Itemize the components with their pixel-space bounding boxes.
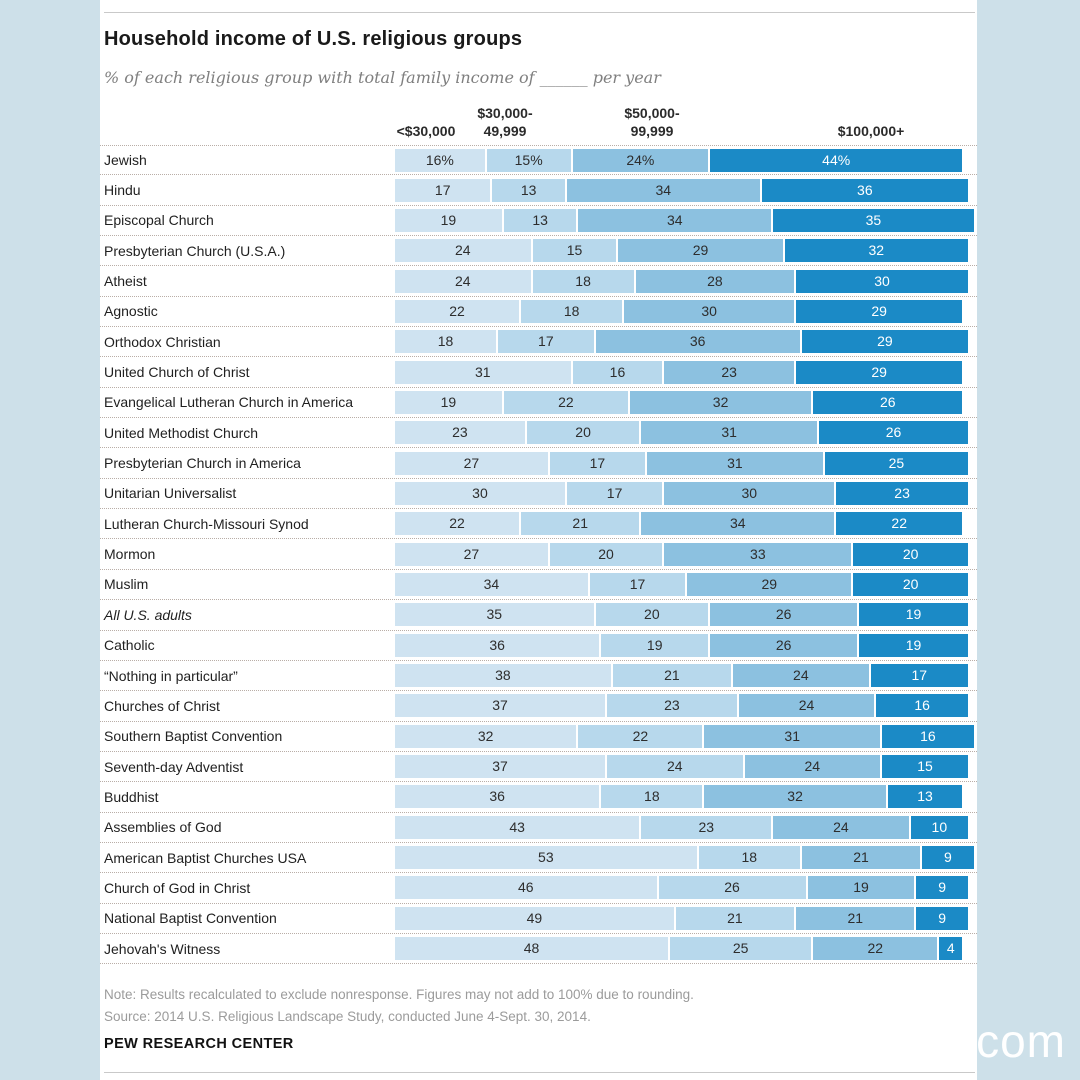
bar-segment: 38	[395, 664, 613, 687]
bar-segment: 22	[836, 512, 962, 535]
stacked-bar	[395, 391, 968, 414]
bar-segment: 19	[601, 634, 710, 657]
bar-segment: 34	[578, 209, 773, 232]
table-row	[100, 813, 977, 843]
bar-segment: 21	[613, 664, 733, 687]
row-label: Assemblies of God	[104, 819, 222, 836]
bar-segment: 32	[785, 239, 968, 262]
bar-segment: 19	[808, 876, 917, 899]
bar-segment: 24	[607, 755, 745, 778]
column-header-line: 99,999	[630, 123, 674, 139]
bar-segment: 26	[659, 876, 808, 899]
table-row	[100, 266, 977, 296]
row-label: “Nothing in particular”	[104, 667, 238, 684]
stacked-bar	[395, 725, 968, 748]
column-header-30k-49k	[477, 104, 532, 140]
bar-segment: 15%	[487, 149, 573, 172]
bar-segment: 29	[618, 239, 784, 262]
bar-segment: 25	[670, 937, 813, 960]
bar-segment: 20	[550, 543, 665, 566]
stacked-bar	[395, 543, 968, 566]
table-row	[100, 357, 977, 387]
bar-segment: 36	[395, 785, 601, 808]
bar-segment: 48	[395, 937, 670, 960]
bar-segment: 17	[550, 452, 647, 475]
bar-segment: 17	[498, 330, 595, 353]
bar-segment: 31	[395, 361, 573, 384]
bar-segment: 49	[395, 907, 676, 930]
stacked-bar	[395, 755, 968, 778]
row-label: Church of God in Christ	[104, 879, 251, 896]
page-title: Household income of U.S. religious groups	[104, 28, 523, 50]
bar-segment: 18	[601, 785, 704, 808]
column-header-line: <$30,000	[396, 123, 456, 139]
bar-segment: 21	[676, 907, 796, 930]
bar-segment: 31	[641, 421, 819, 444]
table-row	[100, 509, 977, 539]
table-row	[100, 539, 977, 569]
row-label: Unitarian Universalist	[104, 485, 237, 502]
bar-segment: 9	[922, 846, 974, 869]
row-label: Episcopal Church	[104, 212, 214, 229]
stacked-bar	[395, 452, 968, 475]
table-row	[100, 600, 977, 630]
bar-segment: 4	[939, 937, 962, 960]
bar-segment: 24	[773, 816, 911, 839]
bar-segment: 16	[573, 361, 665, 384]
table-row	[100, 297, 977, 327]
table-row	[100, 206, 977, 236]
stacked-bar	[395, 300, 968, 323]
bar-segment: 35	[773, 209, 974, 232]
stacked-bar	[395, 239, 968, 262]
stacked-bar	[395, 330, 968, 353]
note-line: Note: Results recalculated to exclude nonresponse. Figures may not add to 100% due to rounding.	[104, 987, 694, 1002]
bar-segment: 23	[664, 361, 796, 384]
table-row	[100, 388, 977, 418]
bar-segment: 32	[630, 391, 813, 414]
bar-segment: 32	[704, 785, 887, 808]
bar-segment: 17	[871, 664, 968, 687]
row-label: Mormon	[104, 546, 156, 563]
row-label: American Baptist Churches USA	[104, 849, 307, 866]
bar-segment: 10	[911, 816, 968, 839]
bar-segment: 26	[819, 421, 968, 444]
row-label: Agnostic	[104, 303, 158, 320]
bar-segment: 16%	[395, 149, 487, 172]
stacked-bar	[395, 149, 968, 172]
table-row	[100, 479, 977, 509]
column-header-50k-99k	[624, 104, 679, 140]
bar-segment: 26	[710, 603, 859, 626]
source-line: Source: 2014 U.S. Religious Landscape Study, conducted June 4-Sept. 30, 2014.	[104, 1009, 591, 1024]
bar-segment: 25	[825, 452, 968, 475]
bar-segment: 23	[607, 694, 739, 717]
table-row	[100, 722, 977, 752]
bar-segment: 24	[395, 239, 533, 262]
stacked-bar	[395, 816, 968, 839]
bar-segment: 24	[739, 694, 877, 717]
bar-segment: 22	[578, 725, 704, 748]
bar-segment: 34	[395, 573, 590, 596]
bar-segment: 28	[636, 270, 796, 293]
row-label: Lutheran Church-Missouri Synod	[104, 515, 309, 532]
watermark: .com	[962, 1015, 1066, 1067]
bar-segment: 30	[664, 482, 836, 505]
chart-panel	[100, 0, 977, 1080]
bar-segment: 26	[813, 391, 962, 414]
table-row	[100, 570, 977, 600]
bar-segment: 27	[395, 452, 550, 475]
row-label: United Church of Christ	[104, 364, 250, 381]
bar-segment: 18	[533, 270, 636, 293]
row-label: All U.S. adults	[104, 606, 192, 623]
stacked-bar	[395, 876, 968, 899]
row-label: Presbyterian Church (U.S.A.)	[104, 242, 286, 259]
stacked-bar	[395, 785, 968, 808]
column-header-line: $100,000+	[837, 123, 905, 139]
chart-rows	[100, 145, 977, 964]
bar-segment: 29	[796, 361, 962, 384]
stacked-bar	[395, 482, 968, 505]
bar-segment: 34	[641, 512, 836, 535]
bar-segment: 24	[745, 755, 883, 778]
bar-segment: 31	[704, 725, 882, 748]
row-label: United Methodist Church	[104, 424, 259, 441]
bar-segment: 24	[395, 270, 533, 293]
top-divider	[104, 12, 975, 13]
bar-segment: 29	[687, 573, 853, 596]
table-row	[100, 327, 977, 357]
column-header-line: $30,000-	[477, 105, 533, 121]
row-label: Orthodox Christian	[104, 333, 221, 350]
bar-segment: 33	[664, 543, 853, 566]
bar-segment: 31	[647, 452, 825, 475]
bar-segment: 36	[596, 330, 802, 353]
row-label: Muslim	[104, 576, 149, 593]
stacked-bar	[395, 179, 968, 202]
bar-segment: 37	[395, 694, 607, 717]
row-label: Catholic	[104, 637, 155, 654]
bar-segment: 20	[527, 421, 642, 444]
table-row	[100, 175, 977, 205]
stacked-bar	[395, 603, 968, 626]
table-row	[100, 691, 977, 721]
bar-segment: 20	[853, 543, 968, 566]
row-label: Jehovah's Witness	[104, 940, 221, 957]
table-row	[100, 752, 977, 782]
bar-segment: 44%	[710, 149, 962, 172]
bar-segment: 30	[624, 300, 796, 323]
table-row	[100, 904, 977, 934]
bar-segment: 16	[882, 725, 974, 748]
table-row	[100, 782, 977, 812]
bar-segment: 29	[796, 300, 962, 323]
stacked-bar	[395, 512, 968, 535]
bar-segment: 19	[859, 634, 968, 657]
stacked-bar	[395, 846, 968, 869]
bar-segment: 9	[916, 907, 968, 930]
chart-subtitle: % of each religious group with total family income of ______ per year	[104, 68, 661, 87]
column-header-line: 49,999	[483, 123, 527, 139]
bar-segment: 43	[395, 816, 641, 839]
bar-segment: 46	[395, 876, 659, 899]
bar-segment: 32	[395, 725, 578, 748]
bar-segment: 17	[590, 573, 687, 596]
row-label: Seventh-day Adventist	[104, 758, 244, 775]
row-label: Hindu	[104, 182, 141, 199]
table-row	[100, 843, 977, 873]
bar-segment: 22	[813, 937, 939, 960]
column-header-under-30k	[397, 122, 456, 140]
stacked-bar	[395, 694, 968, 717]
column-headers	[100, 98, 977, 140]
table-row	[100, 631, 977, 661]
table-row	[100, 873, 977, 903]
bar-segment: 20	[596, 603, 711, 626]
bar-segment: 19	[395, 209, 504, 232]
bar-segment: 18	[395, 330, 498, 353]
table-row	[100, 661, 977, 691]
column-header-line: $50,000-	[624, 105, 680, 121]
row-label: National Baptist Convention	[104, 910, 277, 927]
bar-segment: 27	[395, 543, 550, 566]
bar-segment: 17	[567, 482, 664, 505]
bar-segment: 23	[641, 816, 773, 839]
row-label: Presbyterian Church in America	[104, 455, 301, 472]
bar-segment: 15	[533, 239, 619, 262]
bar-segment: 26	[710, 634, 859, 657]
stacked-bar	[395, 421, 968, 444]
bar-segment: 21	[521, 512, 641, 535]
bar-segment: 22	[504, 391, 630, 414]
stacked-bar	[395, 907, 968, 930]
bar-segment: 21	[796, 907, 916, 930]
bar-segment: 13	[492, 179, 566, 202]
bar-segment: 35	[395, 603, 596, 626]
row-label: Southern Baptist Convention	[104, 728, 283, 745]
bar-segment: 18	[699, 846, 802, 869]
bar-segment: 23	[395, 421, 527, 444]
bar-segment: 20	[853, 573, 968, 596]
bar-segment: 16	[876, 694, 968, 717]
bar-segment: 19	[859, 603, 968, 626]
bottom-divider	[104, 1072, 975, 1073]
bar-segment: 19	[395, 391, 504, 414]
bar-segment: 24	[733, 664, 871, 687]
stacked-bar	[395, 209, 968, 232]
bar-segment: 24%	[573, 149, 711, 172]
column-header-100k-plus	[838, 122, 905, 140]
stacked-bar	[395, 270, 968, 293]
bar-segment: 30	[796, 270, 968, 293]
bar-segment: 18	[521, 300, 624, 323]
stacked-bar	[395, 664, 968, 687]
bar-segment: 36	[762, 179, 968, 202]
row-label: Atheist	[104, 273, 147, 290]
bar-segment: 17	[395, 179, 492, 202]
bar-segment: 30	[395, 482, 567, 505]
bar-segment: 53	[395, 846, 699, 869]
bar-segment: 37	[395, 755, 607, 778]
table-row	[100, 145, 977, 175]
table-row	[100, 236, 977, 266]
pew-research-center-label: PEW RESEARCH CENTER	[104, 1036, 294, 1052]
row-label: Churches of Christ	[104, 697, 220, 714]
bar-segment: 22	[395, 300, 521, 323]
table-row	[100, 934, 977, 964]
stacked-bar	[395, 361, 968, 384]
row-label: Jewish	[104, 152, 147, 169]
bar-segment: 13	[504, 209, 578, 232]
bar-segment: 9	[916, 876, 968, 899]
row-label: Buddhist	[104, 788, 159, 805]
bar-segment: 23	[836, 482, 968, 505]
bar-segment: 29	[802, 330, 968, 353]
row-label: Evangelical Lutheran Church in America	[104, 394, 354, 411]
stacked-bar	[395, 937, 968, 960]
bar-segment: 15	[882, 755, 968, 778]
bar-segment: 13	[888, 785, 962, 808]
bar-segment: 34	[567, 179, 762, 202]
table-row	[100, 448, 977, 478]
bar-segment: 22	[395, 512, 521, 535]
chart-notes	[104, 984, 694, 1028]
stacked-bar	[395, 634, 968, 657]
bar-segment: 36	[395, 634, 601, 657]
stacked-bar	[395, 573, 968, 596]
table-row	[100, 418, 977, 448]
bar-segment: 21	[802, 846, 922, 869]
